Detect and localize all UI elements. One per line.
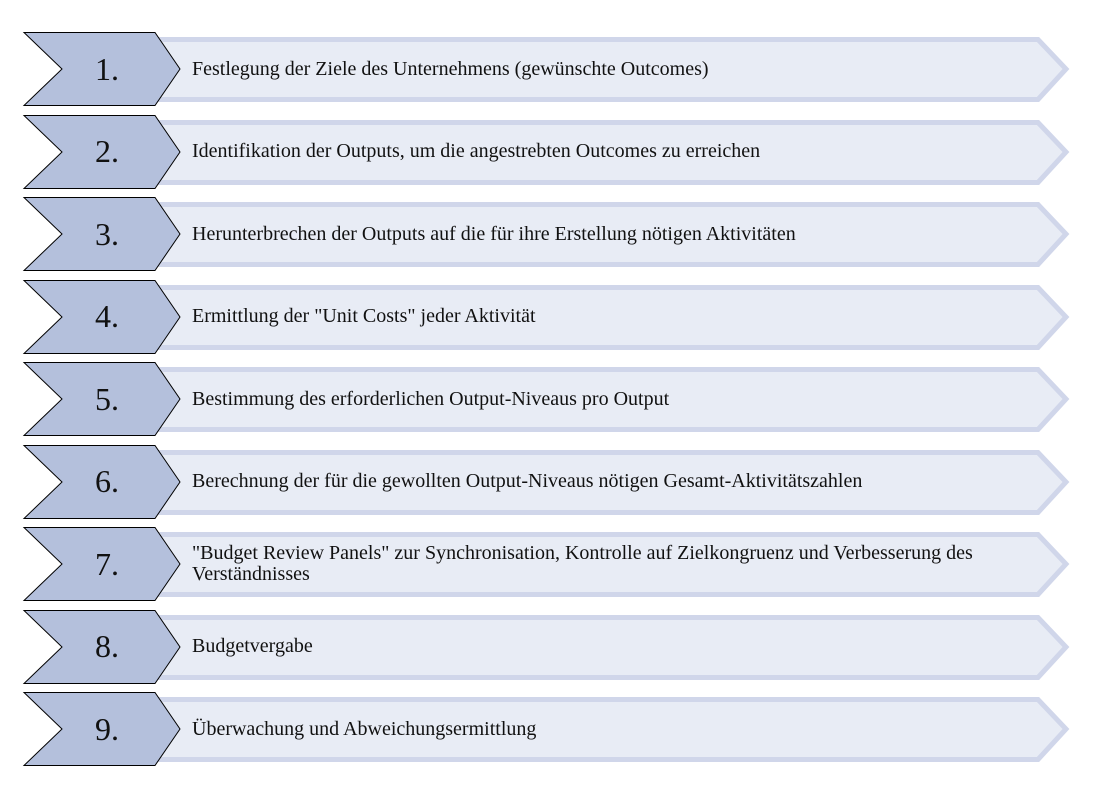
step-number: 3. [95,215,119,252]
step-number: 7. [95,545,119,582]
step-text-label: "Budget Review Panels" zur Synchronisation, Kontrolle auf Zielkongruenz und Verbesserung des Verständnisses [192,542,973,585]
step-text-label: Berechnung der für die gewollten Output-Niveaus nötigen Gesamt-Aktivitätszahlen [192,470,863,492]
step-number: 5. [95,380,119,417]
process-step [0,197,1100,277]
step-text [192,285,1052,349]
process-step [0,610,1100,690]
process-step [0,527,1100,607]
step-text-label: Budgetvergabe [192,635,313,657]
step-text-label: Ermittlung der "Unit Costs" jeder Aktivität [192,305,536,327]
process-step [0,280,1100,360]
step-text-label: Überwachung und Abweichungsermittlung [192,717,537,740]
step-text [192,697,1052,761]
process-step [0,692,1100,772]
step-text [192,450,1052,514]
step-number: 1. [95,50,119,87]
process-step [0,32,1100,112]
process-step [0,362,1100,442]
step-text-label: Bestimmung des erforderlichen Output-Niveaus pro Output [192,387,670,410]
step-text-label: Herunterbrechen der Outputs auf die für ihre Erstellung nötigen Aktivitäten [192,222,796,245]
step-text [192,202,1052,266]
step-number: 4. [95,298,119,334]
process-step [0,445,1100,525]
step-text-label: Identifikation der Outputs, um die angestrebten Outcomes zu erreichen [192,140,761,162]
step-text [192,532,1052,596]
step-text-label: Festlegung der Ziele des Unternehmens (gewünschte Outcomes) [192,57,709,80]
step-number: 2. [95,133,119,169]
process-step [0,115,1100,195]
step-text [192,367,1052,431]
step-number: 6. [95,463,119,499]
step-number: 9. [95,710,119,747]
step-text [192,37,1052,101]
step-text [192,615,1052,679]
step-text [192,120,1052,184]
step-number: 8. [95,628,119,664]
